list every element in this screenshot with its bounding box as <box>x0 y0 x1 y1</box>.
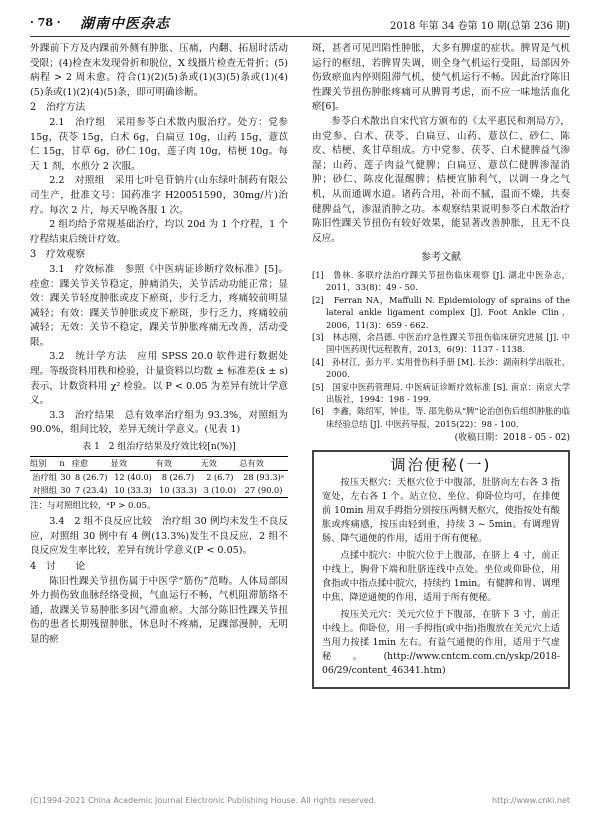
table-cell: 7 (23.4) <box>74 484 108 495</box>
table-cell: 对照组 <box>32 484 57 495</box>
formula-paragraph: 参苓白术散出自宋代官方颁布的《太平惠民和剂局方》，由党参、白术、茯苓、白扁豆、山药、薏苡仁、砂仁、陈皮、桔梗、炙甘草组成。方中党参、茯苓、白术健脾益气渗湿；山药、莲子肉益气健脾；白扁豆、薏苡仁健脾渗湿消肿；砂仁、陈皮化湿醒脾；桔梗宣肺利气，以调一身之气机，从而通调水道。诸药合用，补而不腻，温而不燥，共奏健脾益气，渗湿消肿之功。本观察结果说明参苓白术散治疗陈旧性踝关节扭伤有较好效果，能显著改善肿胀，且无不良反应。 <box>312 115 570 244</box>
table-header-cell: n <box>59 456 71 470</box>
reference-item: [4] 孙材江，彭力平. 实用骨伤科手册 [M]. 长沙：湖南科学出版社，2000. <box>312 356 570 380</box>
table-header-cell: 痊愈 <box>72 456 111 470</box>
criteria-paragraph: 3.1 疗效标准 参照《中医病证诊断疗效标准》[5]。痊愈：踝关节关节稳定，肿痛消失，关节活动功能正常；显效：踝关节轻度肿胀或皮下瘀斑，步行乏力，疼痛较前明显减轻；有效：踝关节肿胀或皮下瘀斑，步行乏力，疼痛较前减轻；无效：关节不稳定，踝关节肿胀疼痛无改善，活动受限。 <box>30 263 288 348</box>
table-cell: 10 (33.3) <box>159 484 197 495</box>
page-footer <box>30 796 570 805</box>
received-date: (收稿日期：2018 - 05 - 02) <box>454 433 570 444</box>
table-header-cell: 无效 <box>200 456 239 470</box>
table-cell: 28 (93.3)ᵃ <box>243 471 284 482</box>
intro-paragraph: 外踝前下方及内踝前外侧有肿胀、压痛，内翻、拓屈时活动受限；(4)检查未发现骨折和脱位，X 线摄片检查无骨折；(5)病程 > 2 周未愈。符合(1)(2)(5)条或(1)(3)(5)条或(1)(4)(5)条或(1)(2)(4)(5)条，即可明确诊断。 <box>30 43 288 98</box>
table-cell: 8 (26.7) <box>74 471 108 482</box>
adverse-reaction-paragraph: 3.4 2 组不良反应比较 治疗组 30 例均未发生不良反应，对照组 30 例中有 4 例(13.3%)发生不良反应，2 组不良反应发生率比较，差异有统计学意义(P < 0.05)。 <box>30 516 288 557</box>
journal-name: 湖南中医杂志 <box>80 16 170 32</box>
page-number: · 78 · <box>30 16 61 29</box>
control-group-paragraph: 2.2 对照组 采用七叶皂苷钠片(山东绿叶制药有限公司生产，批准文号：国药准字 H20051590，30mg/片)治疗。每次 2 片，每天早晚各服 1 次。 <box>30 175 288 216</box>
reference-item: [5] 国家中医药管理局. 中医病证诊断疗效标准 [S]. 南京：南京大学出版社，1994：198 - 199. <box>312 381 570 404</box>
reference-item: [2] Ferran NA，Maffulli N. Epidemiology of sprains of the lateral ankle ligament complex [J]. Foot Ankle Clin，2006，11(3)：659 - 662. <box>312 294 570 330</box>
constipation-tips-box <box>312 450 570 690</box>
box-paragraph: 点揉中脘穴：中脘穴位于上腹部，在脐上 4 寸，前正中线上，胸骨下端和肚脐连线中点处。坐位或仰卧位，用食指或中指点揉中脘穴，持续约 1min。有健脾和胃、调理中焦、降逆通便的作用，适用于所有便秘。 <box>322 550 560 604</box>
table-cell: 3 (10.0) <box>203 484 237 495</box>
box-paragraph: 按压关元穴：关元穴位于下腹部，在脐下 3 寸，前正中线上。仰卧位，用一手拇指(或中指)指腹放在关元穴上适当用力按揉 1min 左右。有益气通便的作用，适用于气虚秘。(http://www.cntcm.com.cn/yskp/2018-06/29/content_46341.htm) <box>322 609 560 677</box>
references-heading: 参考文献 <box>421 252 461 264</box>
statistics-paragraph: 3.2 统计学方法 应用 SPSS 20.0 软件进行数据处理。等级资料用秩和检验，计量资料以均数 ± 标准差(x̄ ± s)表示，计数资料用 χ² 检验。以 P < 0.05 为差异有统计学意义。 <box>30 351 288 407</box>
table-cell: 2 (6.7) <box>206 471 234 482</box>
footer-site-link[interactable]: http://www.cnki.net <box>492 796 570 805</box>
section-4-heading: 4 讨 论 <box>30 561 86 572</box>
reference-item: [3] 林志刚，余昌德. 中医治疗急性踝关节扭伤临床研究进展 [J]. 中国中医药现代远程教育，2013，6(9)：1137 - 1138. <box>312 331 570 355</box>
reference-item: [1] 鲁林. 多联疗法治疗踝关节扭伤临床观察 [J]. 湖北中医杂志，2011，33(8)：49 - 50. <box>312 269 570 293</box>
table-cell: 治疗组 <box>32 471 57 482</box>
table-row <box>30 484 288 498</box>
page-header <box>30 12 570 37</box>
discussion-continued-paragraph: 斑，甚者可见凹陷性肿胀，大多有脾虚的症状。脾胃是气机运行的枢纽，若脾胃失调，则全身气机运行受阻，局部因外伤致瘀血内停则阻滞气机，使气机运行不畅。因此治疗陈旧性踝关节扭伤肿胀疼痛可从脾胃考虑，而不应一味地活血化瘀[6]。 <box>312 43 570 113</box>
results-paragraph: 3.3 治疗结果 总有效率治疗组为 93.3%，对照组为 90.0%，组间比较，差异无统计学意义。(见表 1) <box>30 409 288 436</box>
section-3-heading: 3 疗效观察 <box>30 249 86 261</box>
table-cell: 8 (26.7) <box>161 471 195 482</box>
table-header-cell: 有效 <box>156 456 201 470</box>
table-header-cell: 总有效 <box>239 456 288 470</box>
box-paragraph: 按压天枢穴：天枢穴位于中腹部，肚脐向左右各 3 指宽处，左右各 1 个。站立位、坐位、仰卧位均可，在排便前 10min 用双手拇指分别按压两侧天枢穴，使指按处有酸胀或疼痛感，按压由轻到重，持续 3 ~ 5min。有调理胃肠、降气通便的作用，适用于所有便秘。 <box>322 477 560 545</box>
left-column <box>30 42 288 648</box>
table-header-row <box>30 456 288 470</box>
treatment-group-paragraph: 2.1 治疗组 采用参苓白术散内服治疗。处方：党参 15g，茯苓 15g，白术 6g，白扁豆 10g，山药 15g，薏苡仁 15g，甘草 6g，砂仁 10g，莲子肉 10g，桔梗 10g。每天 1 剂，水煎分 2 次服。 <box>30 116 288 172</box>
table-cell: 10 (33.3) <box>114 484 152 495</box>
table-header-cell: 组别 <box>30 456 59 470</box>
right-column <box>312 42 570 689</box>
table-note: 注：与对照组比较，ᵃP > 0.05。 <box>30 500 156 511</box>
section-2-heading: 2 治疗方法 <box>30 102 86 114</box>
table-cell: 27 (90.0) <box>244 484 283 495</box>
issue-info: 2018 年第 34 卷第 10 期(总第 236 期) <box>389 21 570 32</box>
discussion-paragraph: 陈旧性踝关节扭伤属于中医学“筋伤”范畴。人体局部因外力损伤致血脉经络受损，气血运行不畅，气机阻滞筋络不通，故踝关节易肿胀多因气滞血瘀。大部分陈旧性踝关节扭伤的患者长期残留肿胀，休息时不疼痛，足踝部漫肿，无明显的瘀 <box>30 575 288 645</box>
table-cell: 30 <box>60 471 71 482</box>
reference-item: [6] 李鑫，陈绍军，钟佳，等. 邵先舫从“脾”论治创伤后组织肿胀的临床经验总结 [J]. 中医药导报，2015(22)：98 - 100. <box>312 406 570 429</box>
copyright-text: (C)1994-2021 China Academic Journal Electronic Publishing House. All rights reserved. <box>30 796 377 805</box>
results-table <box>30 456 288 498</box>
course-paragraph: 2 组均给予常规基础治疗，均以 20d 为 1 个疗程，1 个疗程结束后统计疗效。 <box>30 219 288 245</box>
table-row <box>30 470 288 484</box>
table-cell: 30 <box>60 484 71 495</box>
table-caption: 表 1 2 组治疗结果及疗效比较[n(%)] <box>82 442 236 453</box>
table-header-cell: 显效 <box>111 456 156 470</box>
box-title: 调治便秘(一) <box>390 455 492 474</box>
table-cell: 12 (40.0) <box>114 471 152 482</box>
